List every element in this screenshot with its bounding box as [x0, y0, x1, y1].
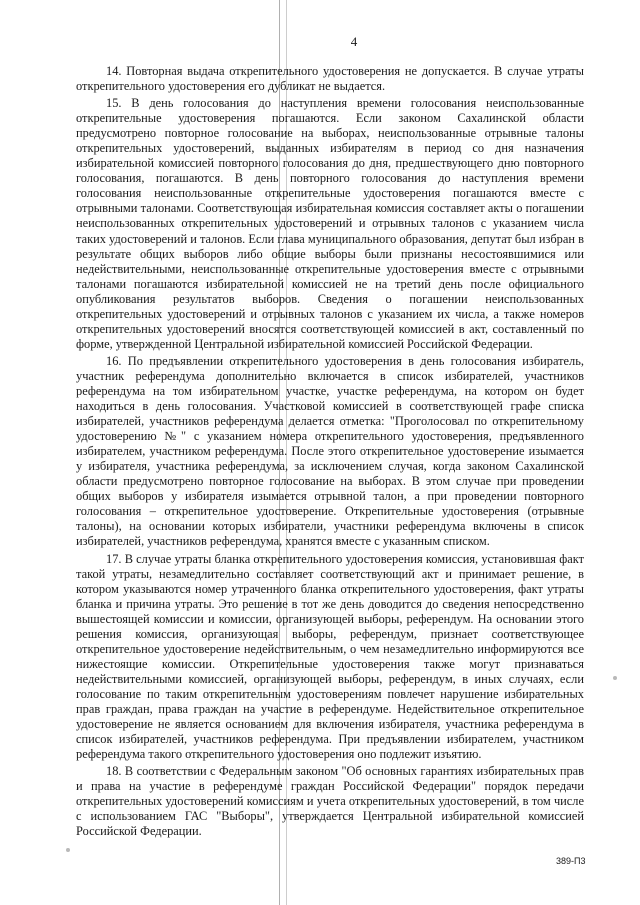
paragraph-14: 14. Повторная выдача открепительного удостоверения не допускается. В случае утраты открепительного удостоверения его дубликат не выдается.: [76, 64, 584, 94]
paragraph-15: 15. В день голосования до наступления времени голосования неиспользованные открепительные удостоверения погашаются. Если законом Сахалинской области предусмотрено повторное голосование на выборах, неиспользованные отрывные талоны открепительных удостоверений, выданных избирателям в период со дня назначения избирательной комиссией повторного голосования до дня, предшествующего дню повторного голосования, погашаются. В день повторного голосования до наступления времени голосования неиспользованные открепительные удостоверения погашаются вместе с отрывными талонами. Соответствующая избирательная комиссия составляет акты о погашении неиспользованных открепительных удостоверений и отрывных талонов с указанием числа таких удостоверений и талонов. Если глава муниципального образования, депутат был избран в результате общих выборов либо общие выборы были признаны несостоявшимися или недействительными, неиспользованные открепительные удостоверения вместе с отрывными талонами погашаются избирательной комиссией не на третий день после официального опубликования результатов выборов. Сведения о погашении неиспользованных открепительных удостоверений и отрывных талонов с указанием их числа, а также номеров открепительных удостоверений вносятся соответствующей комиссией в акт, составленный по форме, утвержденной Центральной избирательной комиссией Российской Федерации.: [76, 96, 584, 351]
paragraph-17: 17. В случае утраты бланка открепительного удостоверения комиссия, установившая факт такой утраты, незамедлительно составляет соответствующий акт и принимает решение, в котором указываются номер утраченного бланка открепительного удостоверения, факт утраты бланка и причина утраты. Это решение в тот же день доводится до сведения непосредственно вышестоящей комиссии и комиссии, организующей выборы, референдум. На основании этого решения комиссия, организующая выборы, референдум, признает соответствующее открепительное удостоверение недействительным, о чем незамедлительно информируются все нижестоящие комиссии. Открепительные удостоверения также могут признаваться недействительными комиссией, организующей выборы, референдум, в иных случаях, если голосование по таким открепительным удостоверениям повлечет нарушение избирательных прав граждан, права граждан на участие в референдуме. Недействительное открепительное удостоверение не является основанием для включения избирателя, участника референдума в список избирателей, участников референдума. При предъявлении избирателем, участником референдума такого открепительного удостоверения оно подлежит изъятию.: [76, 551, 584, 762]
page-number: 4: [350, 34, 358, 49]
scan-speck: [613, 676, 617, 680]
paragraph-18: 18. В соответствии с Федеральным законом "Об основных гарантиях избирательных прав и права на участие в референдуме граждан Российской Федерации" порядок передачи открепительных удостоверений комиссиям и учета открепительных удостоверений, в том числе с использованием ГАС "Выборы", утверждается Центральной избирательной комиссией Российской Федерации.: [76, 764, 584, 839]
document-code: 389-П3: [556, 856, 586, 866]
document-body: [76, 64, 584, 839]
scan-speck: [66, 848, 70, 852]
paragraph-16: 16. По предъявлении открепительного удостоверения в день голосования избиратель, участник референдума дополнительно включается в список избирателей, участников референдума на том избирательном участке, участке референдума, на котором он будет находиться в день голосования. Участковой комиссией в соответствующей графе списка избирателей, участников референдума делается отметка: "Проголосовал по открепительному удостоверению №" с указанием номера открепительного удостоверения, предъявленного избирателем, участником референдума. После этого открепительное удостоверение изымается у избирателя, участника референдума, за исключением случая, когда законом Сахалинской области предусмотрено повторное голосование на выборах. В этом случае при проведении общих выборов у избирателя изымается отрывной талон, а при проведении повторного голосования – открепительное удостоверение. Открепительные удостоверения (отрывные талоны), на основании которых избиратели, участники референдума включены в список избирателей, участников референдума, хранятся вместе с указанным списком.: [76, 353, 584, 549]
